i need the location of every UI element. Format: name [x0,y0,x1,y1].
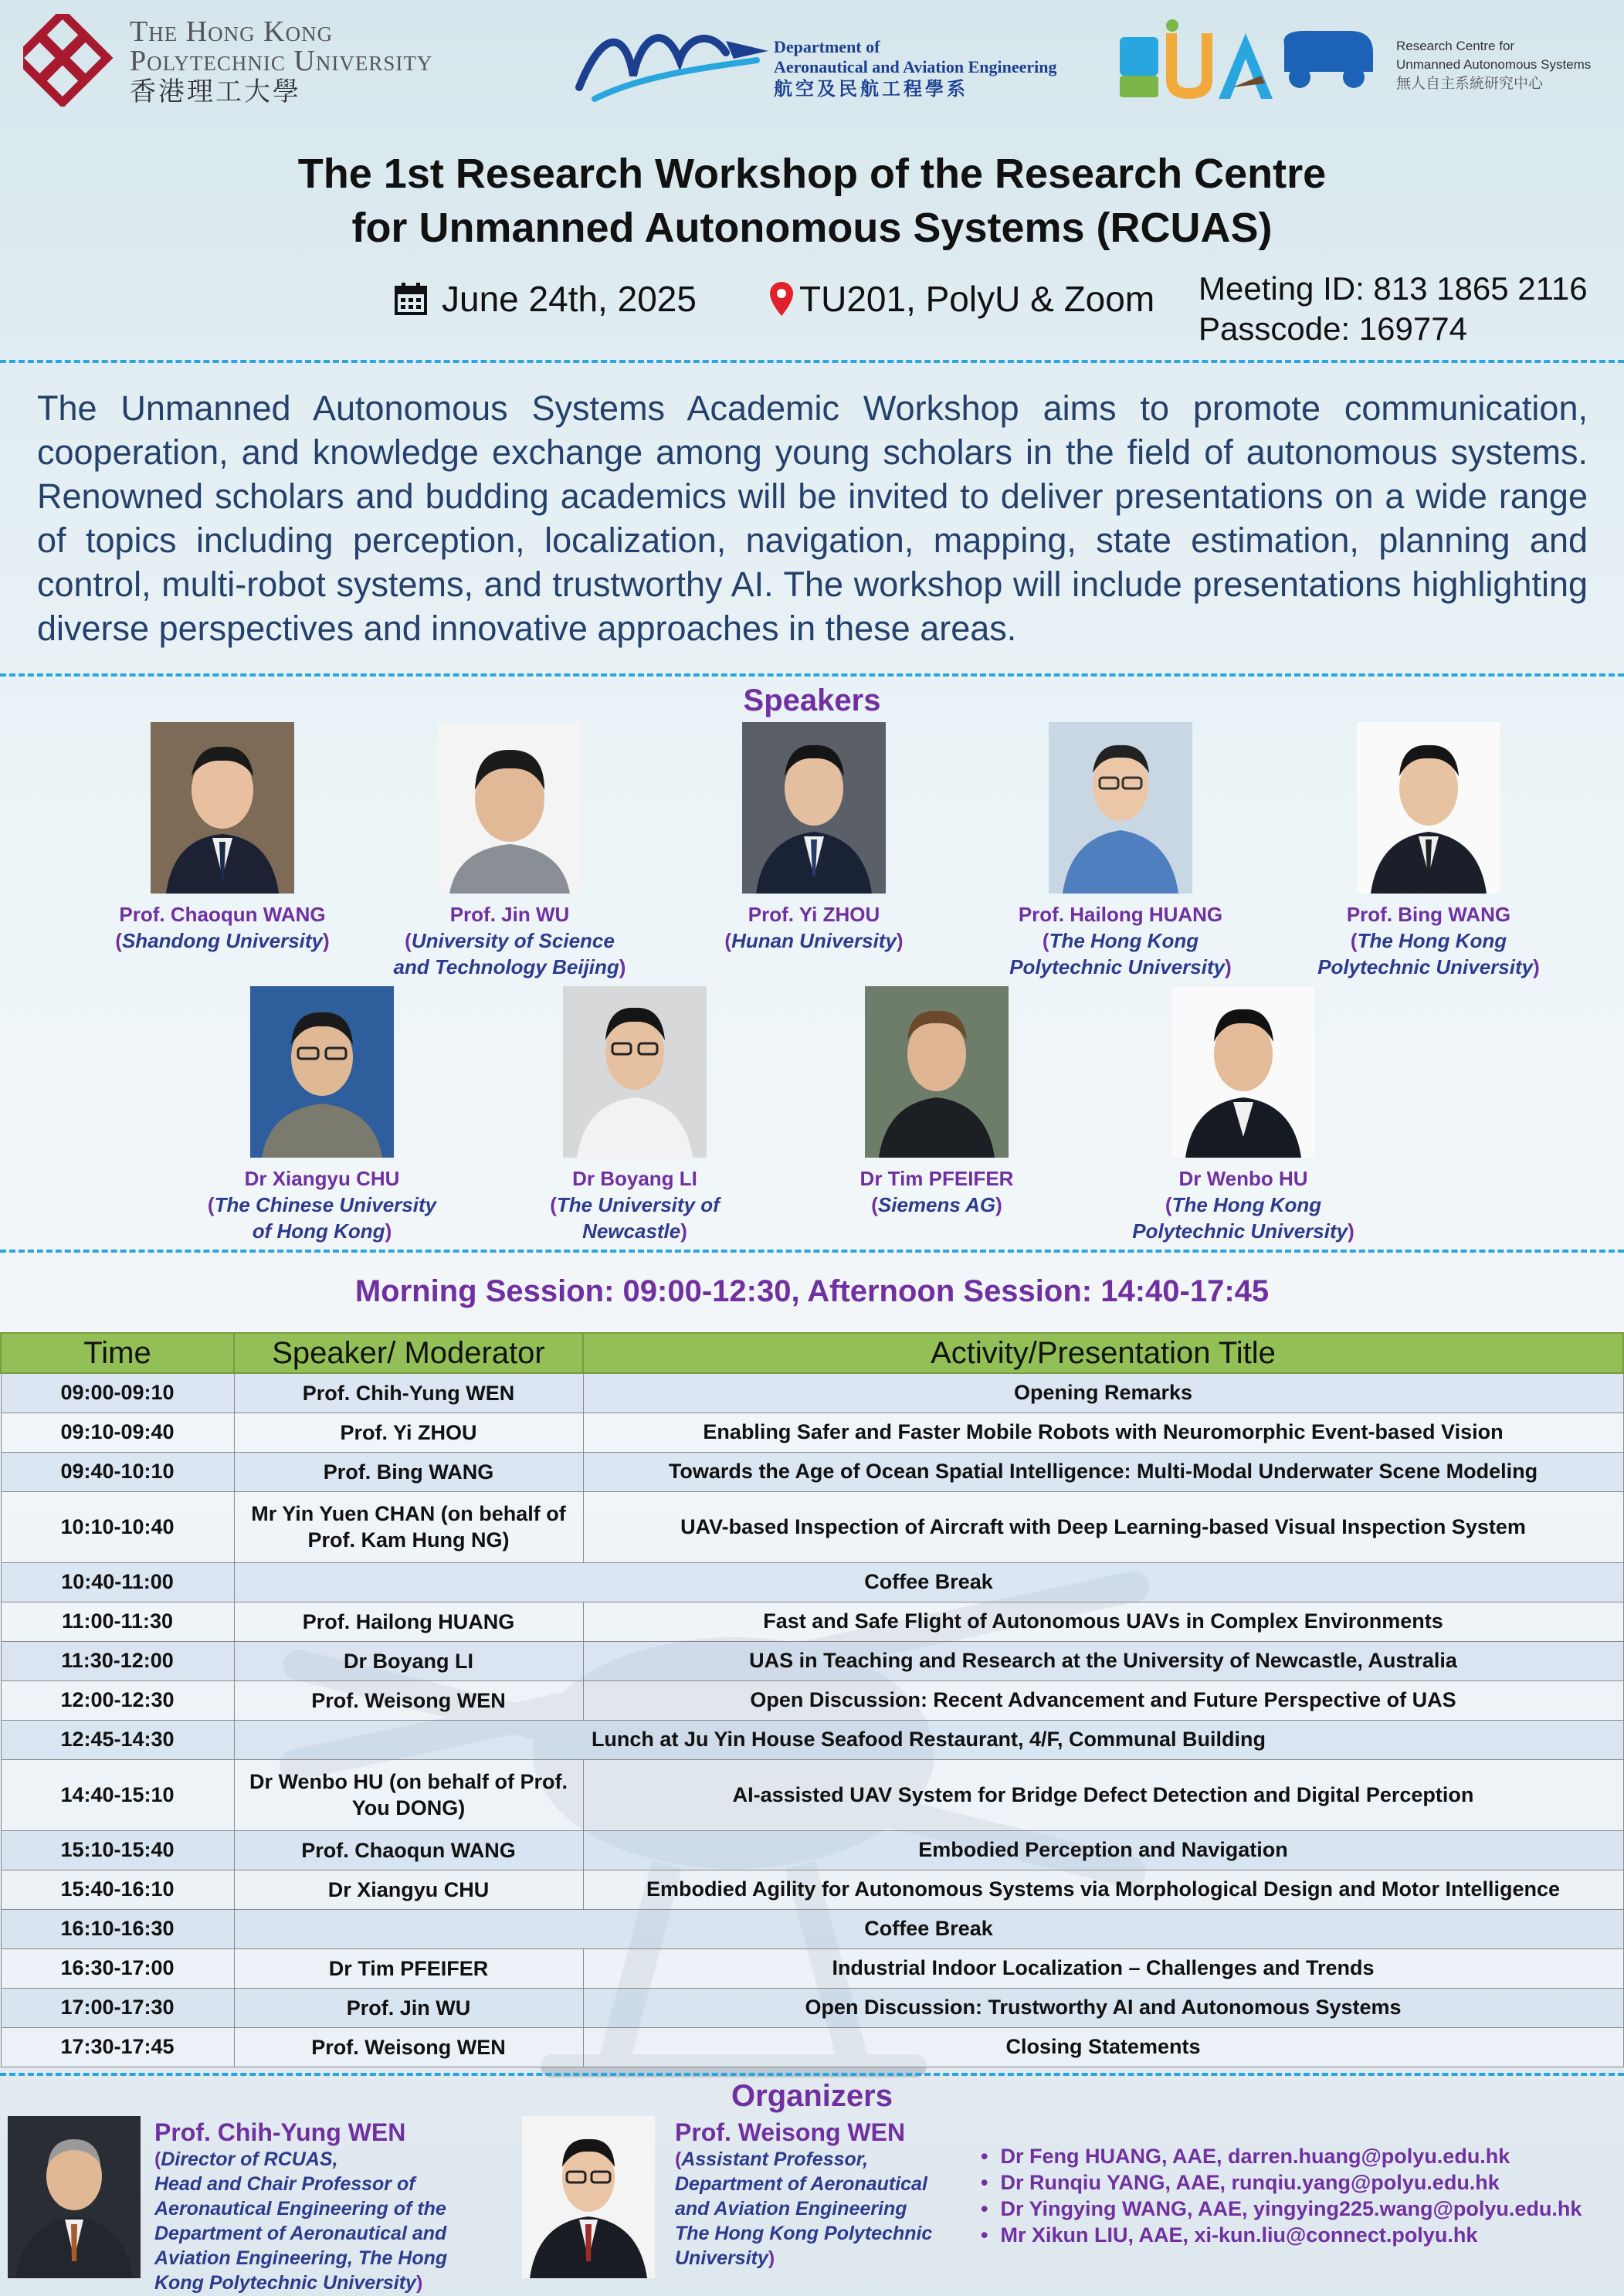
divider [0,673,1624,677]
speaker-card [60,722,385,954]
zoom-meeting-info [1199,269,1588,349]
list-item [981,2222,1622,2248]
rcuas-name-line1: Research Centre for [1396,39,1515,53]
polyu-emblem-icon [23,14,124,107]
speaker-photo [865,986,1009,1158]
row-title: AI-assisted UAV System for Bridge Defect Detection and Digital Perception [583,1759,1623,1830]
organizer-photo [8,2116,141,2278]
row-title: Closing Statements [583,2027,1623,2067]
row-speaker: Prof. Hailong HUANG [234,1602,583,1641]
speaker-photo [1049,722,1192,894]
organizer-description: (Assistant Professor, Department of Aeronautical and Aviation Engineering The Hong Kong Polytechnic University) [675,2147,968,2271]
aae-name-line2: Aeronautical and Aviation Engineering [774,57,1057,76]
speaker-affiliation-line2: of Hong Kong [252,1219,385,1243]
row-title: Industrial Indoor Localization – Challenges and Trends [583,1948,1623,1988]
list-item [981,2169,1622,2196]
event-location [768,278,1154,320]
organizer-desc-line: Department of Aeronautical and [154,2223,447,2244]
speaker-affiliation: Polytechnic University) [1132,1219,1354,1243]
row-title: Opening Remarks [583,1373,1623,1413]
row-time: 15:10-15:40 [1,1830,234,1870]
row-speaker: Prof. Chih-Yung WEN [234,1373,583,1413]
organizer-name: Prof. Weisong WEN [675,2118,906,2146]
table-row [1,1948,1623,1988]
row-title: Lunch at Ju Yin House Seafood Restaurant, 4/F, Communal Building [234,1720,1623,1759]
organizer-info [154,2118,487,2295]
speaker-affiliation-line1: University of Science [411,929,615,952]
speaker-card [775,986,1099,1218]
row-speaker: Mr Yin Yuen CHAN (on behalf of Prof. Kam Hung NG) [234,1491,583,1562]
meeting-id: Meeting ID: 813 1865 2116 [1199,270,1588,307]
speaker-affiliation: (The Hong Kong [1350,929,1507,952]
speaker-affiliation-line1: The Hong Kong [1171,1193,1322,1216]
speaker-affiliation-line2: Newcastle [582,1219,681,1243]
speaker-affiliation: Polytechnic University) [1317,955,1540,978]
workshop-description: The Unmanned Autonomous Systems Academic Workshop aims to promote communication, cooperation, and knowledge exchange among young scholars in the field of autonomous systems. Renowned scholars and budding academics will be invited to deliver presentations on a wide range of topics including perception, localization, navigation, mapping, state estimation, planning and control, multi-robot systems, and trustworthy AI. The workshop will include presentations highlighting diverse perspectives and innovative approaches in these areas. [37,388,1588,648]
table-row [1,1870,1623,1909]
divider [0,360,1624,363]
speaker-affiliation-line2: Polytechnic University [1132,1219,1348,1243]
organizer-desc-line: Aviation Engineering, The Hong [154,2247,448,2269]
speaker-photo [1357,722,1500,894]
speaker-card [348,722,672,980]
row-title: UAS in Teaching and Research at the University of Newcastle, Australia [583,1641,1623,1680]
contact-text: Dr Runqiu YANG, AAE, runqiu.yang@polyu.edu.hk [1000,2171,1500,2194]
speakers-heading: Speakers [743,683,881,717]
table-row [1,1452,1623,1491]
bullet-icon: • [981,2145,988,2168]
aae-logo [571,14,1097,107]
speaker-name: Prof. Jin WU [449,903,570,926]
row-title: Embodied Agility for Autonomous Systems via Morphological Design and Motor Intelligence [583,1870,1623,1909]
polyu-name-line1: The Hong Kong [130,15,334,48]
row-time: 09:00-09:10 [1,1373,234,1413]
polyu-logo [23,14,541,107]
row-time: 12:45-14:30 [1,1720,234,1759]
speaker-name: Prof. Yi ZHOU [748,903,880,926]
organizer-desc-line: and Aviation Engineering [675,2198,907,2220]
speaker-photo [250,986,394,1158]
table-row [1,1830,1623,1870]
speaker-photo [151,722,294,894]
divider [0,2073,1624,2076]
title-line1: The 1st Research Workshop of the Research Centre [297,151,1327,197]
organizer-name: Prof. Chih-Yung WEN [154,2118,406,2146]
row-title: UAV-based Inspection of Aircraft with Deep Learning-based Visual Inspection System [583,1491,1623,1562]
row-time: 09:10-09:40 [1,1413,234,1452]
row-title: Coffee Break [234,1562,1623,1602]
title-line2: for Unmanned Autonomous Systems (RCUAS) [351,205,1273,251]
bullet-icon: • [981,2223,988,2247]
speaker-name: Dr Boyang LI [572,1167,697,1190]
speaker-card [1266,722,1591,980]
table-row [1,1602,1623,1641]
speaker-name: Prof. Hailong HUANG [1018,903,1223,926]
organizer-info [675,2118,968,2271]
speaker-card [1081,986,1405,1244]
speaker-affiliation: ( Siemens AG ) [775,1192,1099,1218]
rcuas-name-chinese: 無人自主系統研究中心 [1396,76,1544,92]
row-title: Fast and Safe Flight of Autonomous UAVs in Complex Environments [583,1602,1623,1641]
row-speaker: Prof. Weisong WEN [234,1680,583,1720]
organizer-desc-line: Assistant Professor, [681,2148,869,2170]
row-title: Open Discussion: Recent Advancement and Future Perspective of UAS [583,1680,1623,1720]
row-title: Coffee Break [234,1909,1623,1948]
row-time: 11:00-11:30 [1,1602,234,1641]
row-time: 16:10-16:30 [1,1909,234,1948]
event-location-text: TU201, PolyU & Zoom [799,279,1155,319]
row-speaker: Prof. Bing WANG [234,1452,583,1491]
speaker-card [160,986,484,1244]
speaker-affiliation-line1: The University of [556,1193,720,1216]
table-row [1,2027,1623,2067]
row-speaker: Dr Tim PFEIFER [234,1948,583,1988]
speaker-affiliation-line1: The Chinese University [214,1193,437,1216]
organizer-description: (Director of RCUAS, Head and Chair Professor of Aeronautical Engineering of the Department of Aeronautical and Aviation Engineering, The Hong Kong Polytechnic University) [154,2147,487,2295]
speaker-name: Prof. Chaoqun WANG [119,903,326,926]
speaker-photo [1171,986,1315,1158]
meeting-passcode: Passcode: 169774 [1199,310,1467,347]
calendar-icon [394,282,428,316]
speaker-affiliation-line2: Polytechnic University [1009,955,1226,978]
row-time: 12:00-12:30 [1,1680,234,1720]
speaker-photo [742,722,886,894]
speaker-name: Dr Tim PFEIFER [859,1167,1014,1190]
row-time: 17:00-17:30 [1,1988,234,2027]
organizer-desc-line: Department of Aeronautical [675,2173,927,2195]
row-time: 14:40-15:10 [1,1759,234,1830]
speaker-card [473,986,797,1244]
aae-emblem-icon [571,14,772,107]
table-row [1,1680,1623,1720]
organizer-desc-line: University [675,2247,768,2269]
list-item [981,2143,1622,2169]
speaker-affiliation: (The Chinese University [207,1193,437,1216]
table-row [1,1562,1623,1602]
row-time: 11:30-12:00 [1,1641,234,1680]
speaker-affiliation-line2: and Technology Beijing [393,955,619,978]
row-title: Enabling Safer and Faster Mobile Robots with Neuromorphic Event-based Vision [583,1413,1623,1452]
contact-list [981,2143,1622,2248]
row-speaker: Dr Boyang LI [234,1641,583,1680]
table-row [1,1641,1623,1680]
organizer-photo [522,2116,655,2278]
table-row [1,1988,1623,2027]
table-row [1,1373,1623,1413]
divider [0,1250,1624,1253]
speaker-affiliation: (The Hong Kong [1042,929,1199,952]
contact-text: Dr Feng HUANG, AAE, darren.huang@polyu.edu.hk [1000,2145,1510,2168]
rcuas-name-line2: Unmanned Autonomous Systems [1396,57,1592,72]
speaker-affiliation: ( Hunan University ) [652,928,976,954]
table-header-row [1,1333,1623,1373]
header-title: Activity/Presentation Title [583,1333,1623,1373]
row-time: 09:40-10:10 [1,1452,234,1491]
organizer-desc-line: Director of RCUAS, [161,2148,338,2170]
contact-text: Dr Yingying WANG, AAE, yingying225.wang@polyu.edu.hk [1000,2197,1582,2220]
row-time: 10:40-11:00 [1,1562,234,1602]
bullet-icon: • [981,2197,988,2220]
speaker-affiliation: (The Hong Kong [1165,1193,1322,1216]
event-date [394,278,697,320]
row-speaker: Prof. Chaoqun WANG [234,1830,583,1870]
speaker-affiliation: Polytechnic University) [1009,955,1232,978]
rcuas-logo [1118,14,1612,107]
bullet-icon: • [981,2171,988,2194]
row-time: 10:10-10:40 [1,1491,234,1562]
table-row [1,1759,1623,1830]
table-row [1,1909,1623,1948]
speaker-affiliation-line1: The Hong Kong [1049,929,1199,952]
speaker-card [958,722,1283,980]
aae-name-line1: Department of [774,37,880,56]
contact-text: Mr Xikun LIU, AAE, xi-kun.liu@connect.polyu.hk [1000,2223,1478,2247]
speaker-card [652,722,976,954]
row-speaker: Dr Wenbo HU (on behalf of Prof. You DONG) [234,1759,583,1830]
aae-name-chinese: 航空及民航工程學系 [774,80,968,100]
schedule-table [0,1332,1624,2067]
speaker-affiliation: of Hong Kong) [252,1219,392,1243]
speaker-affiliation: Newcastle) [582,1219,687,1243]
uas-emblem-icon [1118,14,1381,107]
row-title: Towards the Age of Ocean Spatial Intelligence: Multi-Modal Underwater Scene Modeling [583,1452,1623,1491]
row-time: 17:30-17:45 [1,2027,234,2067]
speaker-name: Dr Xiangyu CHU [244,1167,400,1190]
row-time: 16:30-17:00 [1,1948,234,1988]
polyu-name-chinese: 香港理工大學 [130,78,301,107]
session-times: Morning Session: 09:00-12:30, Afternoon Session: 14:40-17:45 [354,1274,1270,1308]
speaker-affiliation: (University of Science [405,929,615,952]
speaker-affiliation: and Technology Beijing) [393,955,626,978]
speaker-photo [563,986,707,1158]
row-title: Embodied Perception and Navigation [583,1830,1623,1870]
speaker-affiliation-line1: The Hong Kong [1357,929,1507,952]
location-pin-icon [768,280,795,317]
organizer-desc-line: Head and Chair Professor of [154,2173,415,2195]
row-title: Open Discussion: Trustworthy AI and Autonomous Systems [583,1988,1623,2027]
row-speaker: Prof. Weisong WEN [234,2027,583,2067]
row-speaker: Dr Xiangyu CHU [234,1870,583,1909]
list-item [981,2196,1622,2222]
speaker-photo [438,722,581,894]
row-speaker: Prof. Jin WU [234,1988,583,2027]
speaker-affiliation-line2: Polytechnic University [1317,955,1534,978]
table-row [1,1491,1623,1562]
table-row [1,1720,1623,1759]
speaker-affiliation: (The University of [550,1193,720,1216]
polyu-name-line2: Polytechnic University [130,45,433,77]
event-date-text: June 24th, 2025 [442,279,697,319]
speaker-name: Prof. Bing WANG [1346,903,1511,926]
speaker-name: Dr Wenbo HU [1178,1167,1308,1190]
organizers-heading: Organizers [731,2079,893,2113]
header-time: Time [1,1333,234,1373]
speaker-affiliation: ( Shandong University ) [60,928,385,954]
organizer-desc-line: Kong Polytechnic University [154,2272,416,2294]
organizer-desc-line: The Hong Kong Polytechnic [675,2223,933,2244]
header-speaker: Speaker/ Moderator [234,1333,583,1373]
row-time: 15:40-16:10 [1,1870,234,1909]
row-speaker: Prof. Yi ZHOU [234,1413,583,1452]
table-row [1,1413,1623,1452]
organizer-desc-line: Aeronautical Engineering of the [154,2198,446,2220]
workshop-title [0,147,1624,255]
